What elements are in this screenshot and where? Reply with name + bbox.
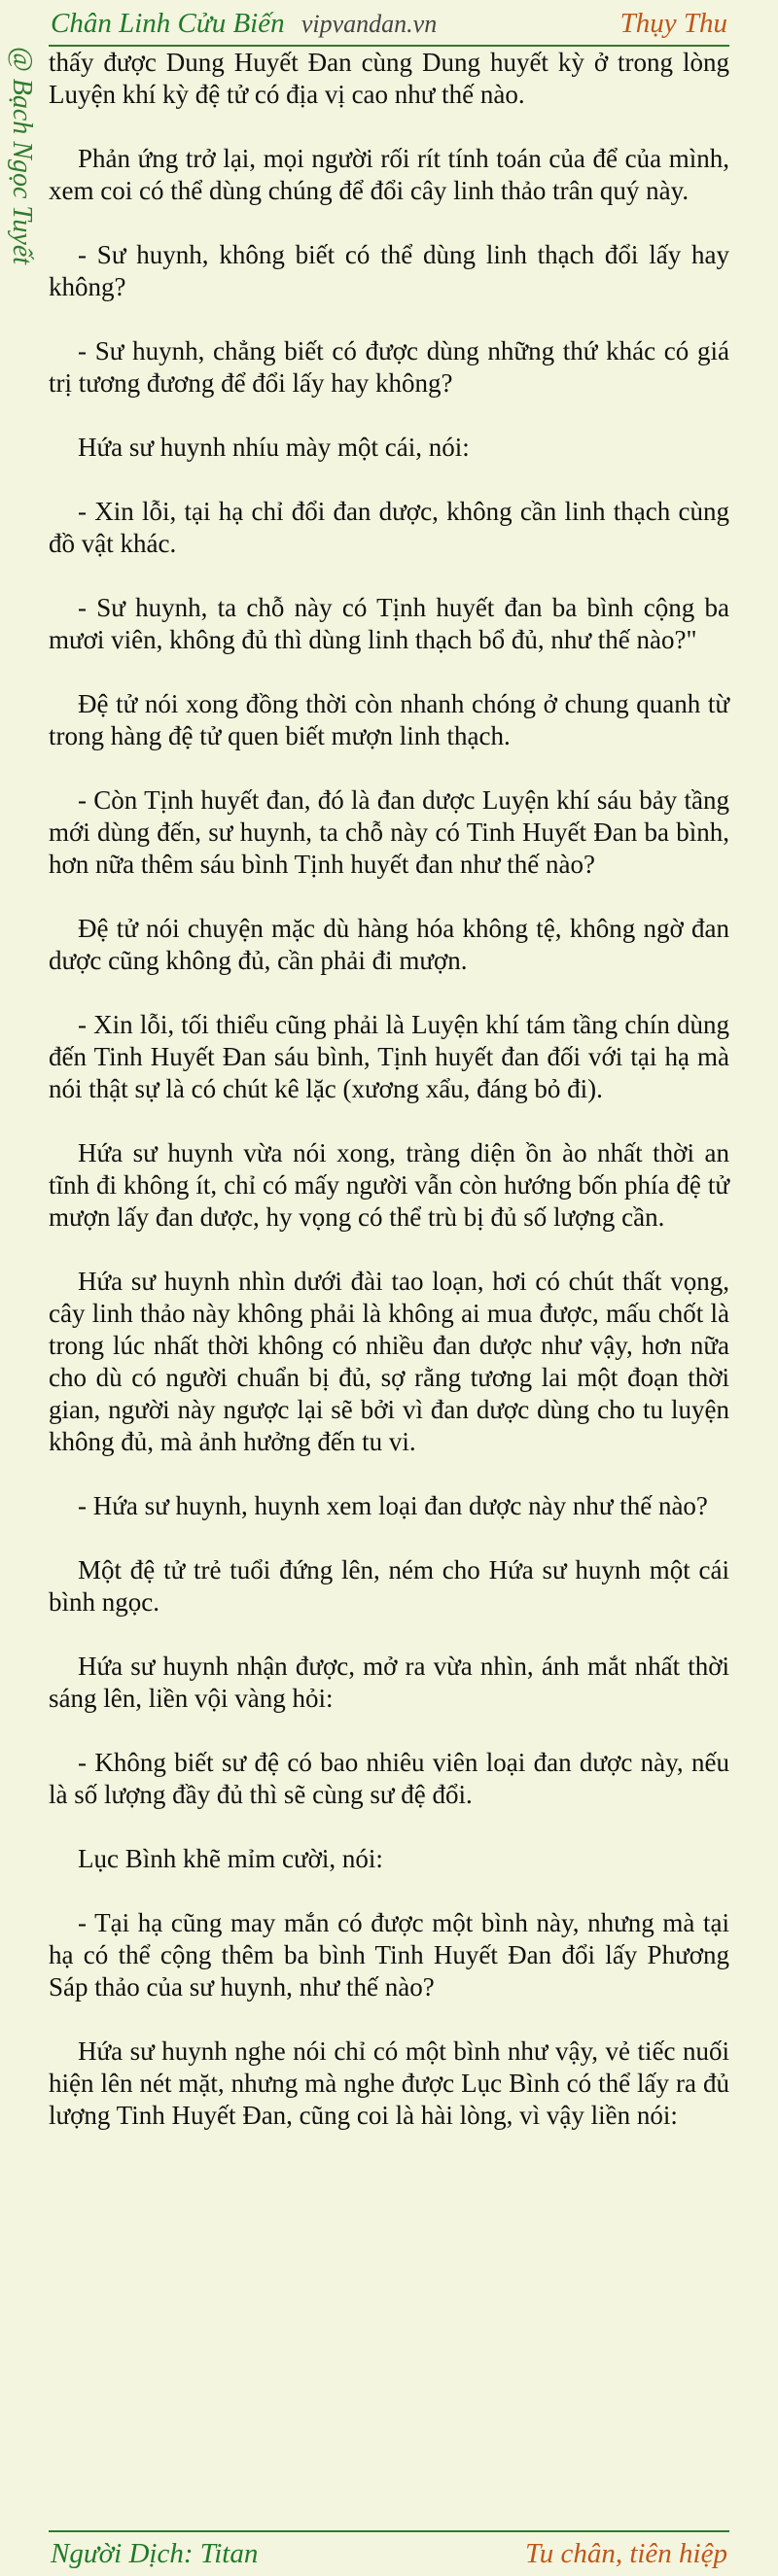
paragraph: - Xin lỗi, tại hạ chỉ đổi đan dược, không cần linh thạch cùng đồ vật khác.	[49, 497, 729, 558]
paragraph: thấy được Dung Huyết Đan cùng Dung huyết kỳ ở trong lòng Luyện khí kỳ đệ tử có địa vị cao như thế nào.	[49, 48, 729, 109]
paragraph: Hứa sư huynh vừa nói xong, tràng diện ồn ào nhất thời an tĩnh đi không ít, chỉ có mấy người vẫn còn hướng bốn phía đệ tử mượn lấy đan dược, hy vọng có thể trù bị đủ số lượng cần.	[49, 1138, 729, 1232]
paragraph: Đệ tử nói chuyện mặc dù hàng hóa không tệ, không ngờ đan dược cũng không đủ, cần phải đi mượn.	[49, 914, 729, 975]
paragraph: Phản ứng trở lại, mọi người rối rít tính toán của để của mình, xem coi có thể dùng chúng để đổi cây linh thảo trân quý này.	[49, 144, 729, 205]
paragraph: Hứa sư huynh nhận được, mở ra vừa nhìn, ánh mắt nhất thời sáng lên, liền vội vàng hỏi:	[49, 1652, 729, 1713]
author-name: Thụy Thu	[619, 8, 727, 39]
page-footer	[0, 2532, 778, 2576]
paragraph: - Tại hạ cũng may mắn có được một bình này, nhưng mà tại hạ có thể cộng thêm ba bình Tinh Huyết Đan đổi lấy Phương Sáp thảo của sư huynh, như thế nào?	[49, 1908, 729, 2002]
paragraph: - Không biết sư đệ có bao nhiêu viên loại đan dược này, nếu là số lượng đầy đủ thì sẽ cùng sư đệ đổi.	[49, 1748, 729, 1809]
side-credit-text: @ Bạch Ngọc Tuyết	[7, 47, 37, 265]
site-name[interactable]: vipvandan.vn	[301, 10, 438, 38]
paragraph: Đệ tử nói xong đồng thời còn nhanh chóng ở chung quanh từ trong hàng đệ tử quen biết mượn linh thạch.	[49, 689, 729, 750]
paragraph: - Sư huynh, chẳng biết có được dùng những thứ khác có giá trị tương đương để đổi lấy hay không?	[49, 336, 729, 398]
paragraph: - Xin lỗi, tối thiểu cũng phải là Luyện khí tám tầng chín dùng đến Tinh Huyết Đan sáu bình, Tịnh huyết đan đối với tại hạ mà nói thật sự là có chút kê lặc (xương xẩu, đáng bỏ đi).	[49, 1010, 729, 1103]
page-header	[0, 0, 778, 49]
paragraph: Hứa sư huynh nhìn dưới đài tao loạn, hơi có chút thất vọng, cây linh thảo này không phải là không ai mua được, mấu chốt là trong lúc nhất thời không có nhiều đan dược như vậy, hơn nữa cho dù có người chuẩn bị đủ, sợ rằng tương lai một đoạn thời gian, người này ngược lại sẽ bởi vì đan dược dùng cho tu luyện không đủ, mà ảnh hưởng đến tu vi.	[49, 1267, 729, 1456]
paragraph: - Sư huynh, ta chỗ này có Tịnh huyết đan ba bình cộng ba mươi viên, không đủ thì dùng linh thạch bổ đủ, như thế nào?"	[49, 593, 729, 654]
paragraph: - Còn Tịnh huyết đan, đó là đan dược Luyện khí sáu bảy tầng mới dùng đến, sư huynh, ta chỗ này có Tinh Huyết Đan ba bình, hơn nữa thêm sáu bình Tịnh huyết đan như thế nào?	[49, 785, 729, 879]
book-title: Chân Linh Cửu Biến	[51, 8, 285, 39]
paragraph: Hứa sư huynh nhíu mày một cái, nói:	[78, 433, 470, 462]
header-left	[51, 8, 437, 40]
side-credit	[6, 47, 41, 435]
chapter-body	[49, 47, 729, 2164]
genre-label: Tu chân, tiên hiệp	[525, 2538, 727, 2569]
paragraph: Hứa sư huynh nghe nói chỉ có một bình như vậy, vẻ tiếc nuối hiện lên nét mặt, nhưng mà nghe được Lục Bình có thể lấy ra đủ lượng Tinh Huyết Đan, cũng coi là hài lòng, vì vậy liền nói:	[49, 2036, 729, 2130]
paragraph: - Sư huynh, không biết có thể dùng linh thạch đổi lấy hay không?	[49, 240, 729, 301]
translator-credit: Người Dịch: Titan	[51, 2538, 259, 2569]
paragraph: - Hứa sư huynh, huynh xem loại đan dược này như thế nào?	[78, 1491, 708, 1520]
paragraph: Lục Bình khẽ mỉm cười, nói:	[78, 1844, 383, 1873]
paragraph: Một đệ tử trẻ tuổi đứng lên, ném cho Hứa sư huynh một cái bình ngọc.	[49, 1555, 729, 1617]
